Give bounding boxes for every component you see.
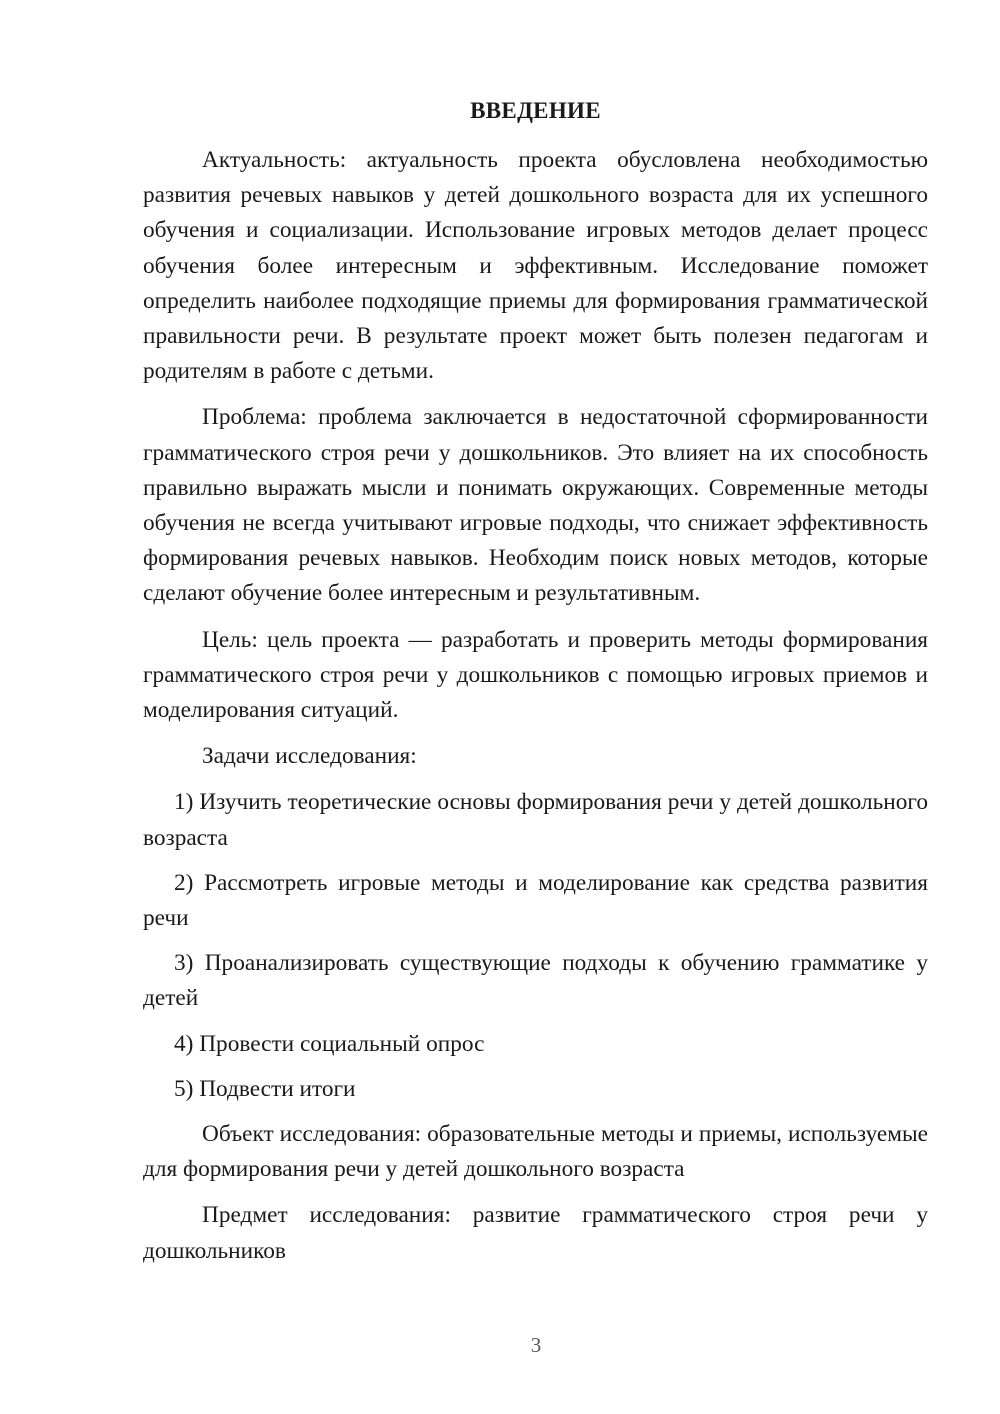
document-body [143, 143, 928, 1269]
list-item: 1) Изучить теоретические основы формирования речи у детей дошкольного возраста [143, 789, 928, 851]
relevance-paragraph: Актуальность: актуальность проекта обусловлена необходимостью развития речевых навыков у детей дошкольного возраста для их успешного обучения и социализации. Использование игровых методов делает процесс обучения более интересным и эффективным. Исследование поможет определить наиболее подходящие приемы для формирования грамматической правильности речи. В результате проект может быть полезен педагогам и родителям в работе с детьми. [143, 147, 928, 385]
list-item: 2) Рассмотреть игровые методы и моделирование как средства развития речи [143, 869, 928, 932]
goal-paragraph: Цель: цель проекта — разработать и проверить методы формирования грамматического строя речи у дошкольников с помощью игровых приемов и моделирования ситуаций. [143, 626, 928, 724]
object-paragraph: Объект исследования: образовательные методы и приемы, используемые для формирования речи у детей дошкольного возраста [143, 1121, 928, 1183]
tasks-list [143, 785, 928, 1107]
page-number: 3 [530, 1333, 542, 1357]
subject-paragraph: Предмет исследования: развитие грамматического строя речи у дошкольников [143, 1202, 928, 1264]
tasks-heading: Задачи исследования: [202, 743, 417, 770]
list-item: 4) Провести социальный опрос [174, 1030, 485, 1057]
list-item: 3) Проанализировать существующие подходы к обучению грамматике у детей [143, 950, 928, 1012]
problem-paragraph: Проблема: проблема заключается в недостаточной сформированности грамматического строя речи у дошкольников. Это влияет на их способность правильно выражать мысли и понимать окружающих. Современные методы обучения не всегда учитывают игровые подходы, что снижает эффективность формирования речевых навыков. Необходим поиск новых методов, которые сделают обучение более интересным и результативным. [143, 404, 928, 607]
page-title: ВВЕДЕНИЕ [470, 98, 601, 123]
list-item: 5) Подвести итоги [174, 1075, 356, 1102]
